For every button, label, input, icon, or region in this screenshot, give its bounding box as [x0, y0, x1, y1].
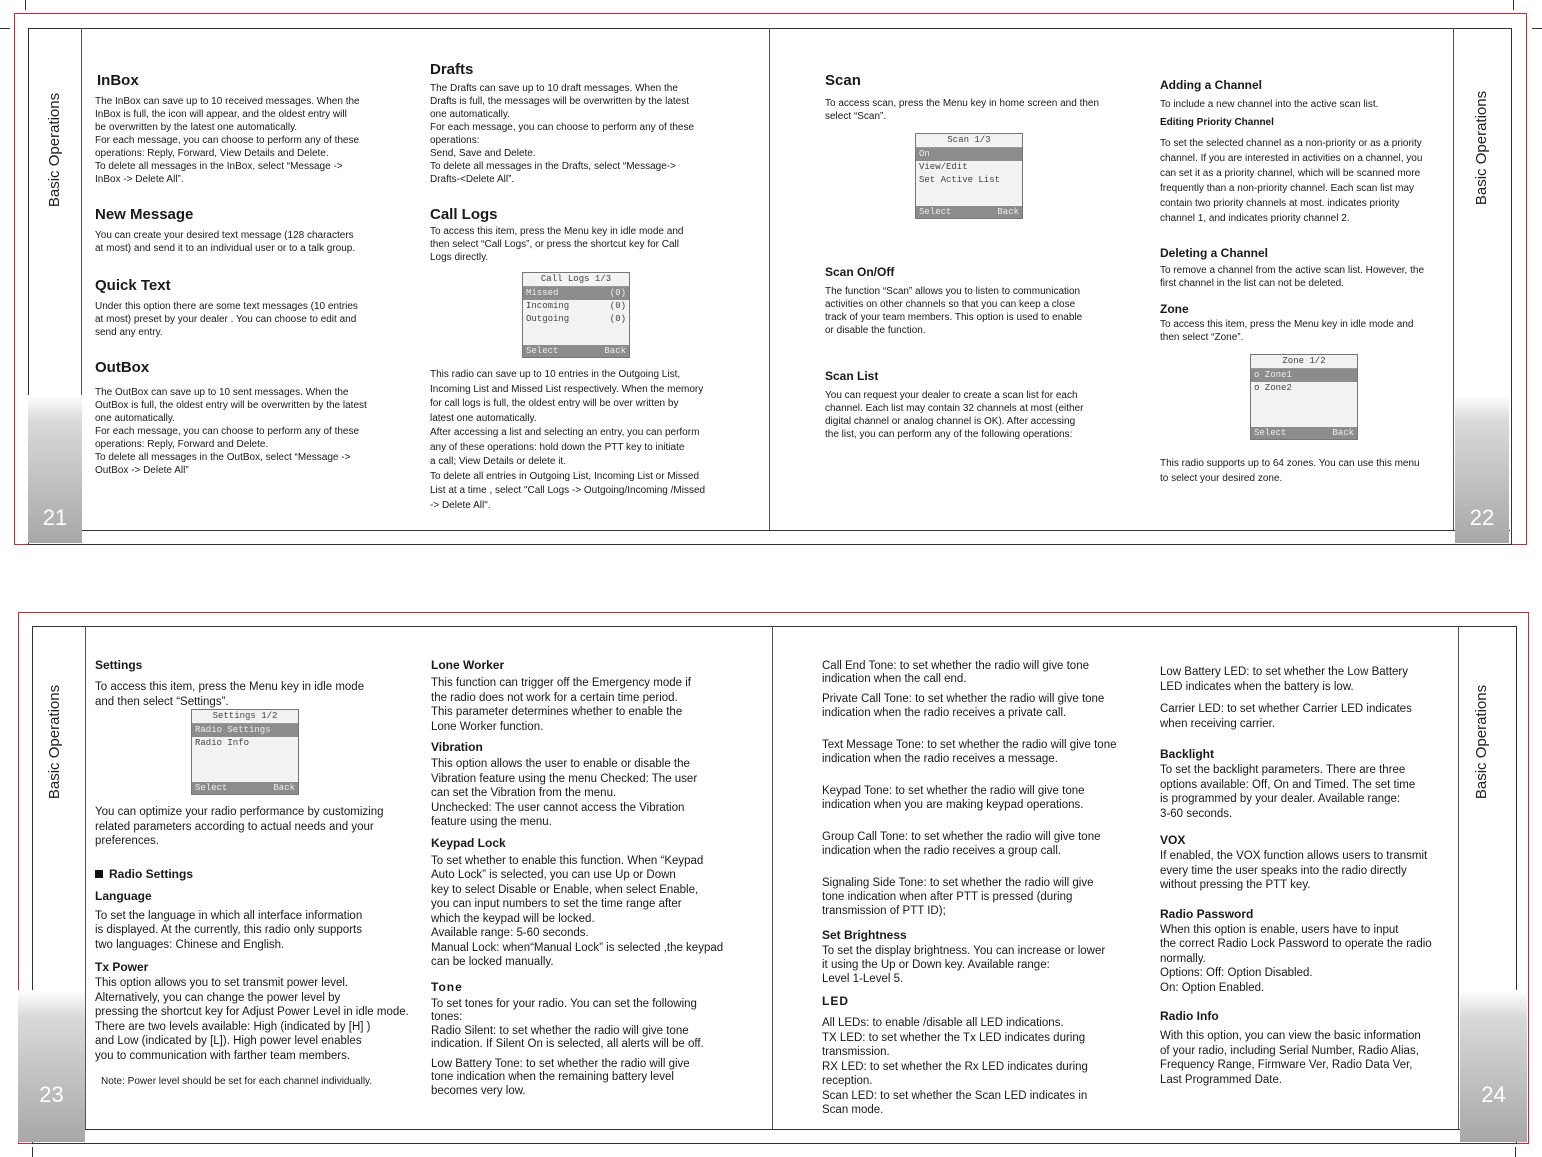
heading-vibration: Vibration	[431, 740, 483, 754]
page-tab-23	[18, 990, 85, 1142]
p22-col1	[825, 72, 1135, 441]
softkey-left: Select	[195, 783, 228, 793]
text-deleting-channel: To remove a channel from the active scan list. However, the first channel in the list can not be deleted.	[1160, 265, 1425, 289]
p24-col1	[822, 660, 1132, 1118]
spread-divider	[769, 28, 770, 530]
screen-row	[192, 724, 298, 737]
text-scan-onoff: The function “Scan” allows you to listen to communication activities on other channels so that you can keep a close track of your team members. This option is used to enable or disable the function.	[825, 286, 1083, 336]
screen-softkeys	[192, 782, 298, 794]
text-vibration: This option allows the user to enable or disable the Vibration feature using the menu Checked: The user can set the Vibration from the menu. Unchecked: The user cannot access the Vibration feature using the menu.	[431, 758, 698, 828]
text-lone-worker: This function can trigger off the Emergency mode if the radio does not work for a certain time period. This parameter determines whether to enable the Lone Worker function.	[431, 677, 691, 733]
row-label: Missed	[526, 288, 559, 298]
margin-label: Basic Operations	[1473, 90, 1490, 206]
crop-mark	[1513, 0, 1514, 10]
text-settings: To access this item, press the Menu key in idle mode and then select “Settings”.	[95, 681, 365, 708]
heading-drafts: Drafts	[430, 61, 474, 78]
crop-mark	[1532, 28, 1542, 29]
row-count: (0)	[609, 301, 626, 311]
page-bottom-line	[32, 1129, 1515, 1130]
text-drafts: The Drafts can save up to 10 draft messages. When the Drafts is full, the messages will be overwritten by the latest one automatically. For each message, you can choose to perform any of these operations: Send, Save and Delete. To delete all messages in the Drafts, select “Message-> Drafts-<Delete All”.	[430, 83, 695, 185]
page-number: 23	[39, 1082, 64, 1107]
zone-screen	[1250, 354, 1358, 440]
page-tab-21	[28, 395, 82, 543]
page-number: 22	[1469, 505, 1495, 530]
row-count: (0)	[609, 314, 626, 324]
p24-col2	[1160, 665, 1450, 1087]
text-carrier-led: Carrier LED: to set whether Carrier LED indicates when receiving carrier.	[1160, 703, 1412, 730]
text-set-brightness: To set the display brightness. You can increase or lower it using the Up or Down key. Available range: Level 1-Level 5.	[822, 945, 1106, 985]
p23-col1	[95, 658, 415, 1088]
row-label: Incoming	[526, 301, 570, 311]
crop-mark	[0, 28, 10, 29]
text-radio-password: When this option is enable, users have to input the correct Radio Lock Password to operate the radio normally. Options: Off: Option Disabled. On: Option Enabled.	[1160, 923, 1432, 994]
row-label: o Zone2	[1254, 383, 1292, 393]
heading-editing-priority: Editing Priority Channel	[1160, 117, 1274, 128]
heading-backlight: Backlight	[1160, 747, 1215, 761]
screen-row	[1251, 382, 1357, 395]
call-logs-screen	[522, 272, 630, 358]
heading-scan: Scan	[825, 72, 861, 89]
heading-inbox: InBox	[97, 72, 139, 89]
heading-lone-worker: Lone Worker	[431, 658, 505, 672]
heading-set-brightness: Set Brightness	[822, 928, 907, 942]
text-vox: If enabled, the VOX function allows users to transmit every time the user speaks into the radio directly without pressing the PTT key.	[1160, 850, 1428, 891]
crop-mark	[32, 1147, 33, 1157]
page-number: 24	[1481, 1082, 1506, 1107]
text-inbox: The InBox can save up to 10 received messages. When the InBox is full, the icon will appear, and the oldest entry will be overwritten by the latest one automatically. For each message, you can choose to perform any of these operations: Reply, Forward, View Details and Delete. To delete all messages in the InBox, select “Message -> InBox -> Delete All”.	[95, 96, 360, 185]
screen-row	[916, 148, 1022, 161]
heading-zone: Zone	[1160, 302, 1189, 316]
screen-title: Call Logs 1/3	[523, 273, 629, 287]
text-zone: To access this item, press the Menu key in idle mode and then select “Zone”.	[1160, 319, 1414, 343]
text-keypad-lock: To set whether to enable this function. When “Keypad Auto Lock” is selected, you can use Up or Down key to select Disable or Enable, when select Enable, you can input numbers to set the time range after which the keypad will be locked. Available range: 5-60 seconds. Manual Lock: when“Manual Lock” is selected ,the keypad can be locked manually.	[431, 854, 724, 968]
text-private-call-tone: Private Call Tone: to set whether the radio will give tone indication when the radio receives a private call.	[822, 693, 1105, 719]
heading-scan-list: Scan List	[825, 369, 879, 383]
text-scan: To access scan, press the Menu key in home screen and then select “Scan”.	[825, 98, 1100, 122]
margin-label: Basic Operations	[46, 684, 63, 800]
text-settings-more: You can optimize your radio performance by customizing related parameters according to actual needs and your preferences.	[95, 806, 384, 847]
heading-adding-channel: Adding a Channel	[1160, 78, 1262, 92]
row-count: (0)	[609, 288, 626, 298]
row-label: Radio Info	[195, 738, 250, 748]
p23-col2	[431, 658, 751, 1098]
text-editing-priority: To set the selected channel as a non-priority or as a priority channel. If you are interested in activities on a channel, you can set it as a priority channel, which will be scanned more frequently than a non-priority channel. Each scan list may contain two priority channels at most. indicates priority channel 1, and indicates priority channel 2.	[1160, 138, 1423, 224]
row-label: o Zone1	[1254, 370, 1292, 380]
text-call-logs-more: This radio can save up to 10 entries in the Outgoing List, Incoming List and Missed List respectively. When the memory for call logs is full, the oldest entry will be over written by latest one automatically. After accessing a list and selecting an entry, you can perform any of these operations: hold down the PTT key to initiate a call; View Details or delete it. To delete all entries in Outgoing List, Incoming List or Missed List at a time , select "Call Logs -> Outgoing/Incoming /Missed -> Delete All".	[430, 369, 706, 511]
text-low-battery-tone: Low Battery Tone: to set whether the radio will give tone indication when the remaining battery level becomes very low.	[431, 1057, 690, 1097]
screen-row	[523, 287, 629, 300]
heading-new-message: New Message	[95, 206, 194, 223]
text-text-message-tone: Text Message Tone: to set whether the radio will give tone indication when the radio receives a message.	[822, 739, 1117, 765]
text-call-end-tone: Call End Tone: to set whether the radio will give tone indication when the call end.	[822, 660, 1089, 685]
heading-radio-info: Radio Info	[1160, 1009, 1219, 1023]
row-label: Set Active List	[919, 175, 1001, 185]
text-outbox: The OutBox can save up to 10 sent messages. When the OutBox is full, the oldest entry will be overwritten by the latest one automatically. For each message, you can choose to perform any of these operations: Reply, Forward and Delete. To delete all messages in the OutBox, select “Message -> OutBox -> Delete All”	[95, 387, 367, 476]
p21-col2	[430, 61, 750, 513]
screen-softkeys	[523, 345, 629, 357]
heading-deleting-channel: Deleting a Channel	[1160, 246, 1269, 260]
softkey-left: Select	[1254, 428, 1287, 438]
row-label: On	[919, 149, 930, 159]
heading-vox: VOX	[1160, 833, 1186, 847]
text-zone-more: This radio supports up to 64 zones. You can use this menu to select your desired zone.	[1160, 458, 1420, 484]
text-signaling-side-tone: Signaling Side Tone: to set whether the radio will give tone indication when after PTT is pressed (during transmission of PTT ID);	[822, 877, 1094, 917]
screen-softkeys	[1251, 427, 1357, 439]
heading-language: Language	[95, 888, 152, 903]
screen-title: Settings 1/2	[192, 710, 298, 724]
heading-settings: Settings	[95, 658, 143, 672]
screen-row	[916, 161, 1022, 174]
screen-row	[1251, 369, 1357, 382]
screen-title: Scan 1/3	[916, 134, 1022, 148]
heading-quick-text: Quick Text	[95, 277, 171, 294]
heading-tx-power: Tx Power	[95, 960, 149, 974]
screen-row	[523, 300, 629, 313]
screen-title: Zone 1/2	[1251, 355, 1357, 369]
heading-radio-password: Radio Password	[1160, 906, 1254, 921]
text-quick-text: Under this option there are some text messages (10 entries at most) preset by your dealer . You can choose to edit and send any entry.	[95, 301, 358, 338]
row-label: Radio Settings	[195, 725, 271, 735]
text-tx-power: This option allows you to set transmit power level. Alternatively, you can change the power level by pressing the shortcut key for Adjust Power Level in idle mode. There are two levels available: High (indicated by [H] ) and Low (indicated by [L]). High power level enables you to communication with farther team members.	[95, 977, 409, 1062]
settings-screen	[191, 709, 299, 795]
text-new-message: You can create your desired text message (128 characters at most) and send it to an individual user or to a talk group.	[95, 230, 356, 254]
p22-col2	[1160, 78, 1450, 486]
heading-tone: Tone	[431, 979, 463, 994]
crop-mark	[25, 0, 26, 10]
row-label: View/Edit	[919, 162, 968, 172]
scan-screen	[915, 133, 1023, 219]
text-adding-channel: To include a new channel into the active scan list.	[1160, 99, 1379, 110]
heading-outbox: OutBox	[95, 359, 150, 376]
page-bottom-line	[28, 530, 1510, 531]
page-edge-right	[1453, 28, 1454, 530]
margin-label: Basic Operations	[46, 92, 63, 208]
spread-divider	[772, 626, 773, 1130]
heading-radio-settings	[95, 867, 415, 881]
p21-col1	[95, 72, 415, 477]
row-label: Outgoing	[526, 314, 570, 324]
heading-scan-onoff: Scan On/Off	[825, 265, 895, 279]
page-edge-right	[1458, 626, 1459, 1130]
page-edge-left	[85, 626, 86, 1130]
screen-row	[192, 737, 298, 750]
softkey-right: Back	[273, 783, 295, 793]
text-keypad-tone: Keypad Tone: to set whether the radio will give tone indication when you are making keypad operations.	[822, 785, 1085, 811]
text-group-call-tone: Group Call Tone: to set whether the radio will give tone indication when the radio receives a group call.	[822, 831, 1101, 857]
text-call-logs: To access this item, press the Menu key in idle mode and then select “Call Logs”, or press the shortcut key for Call Logs directly.	[430, 226, 684, 263]
text-led: All LEDs: to enable /disable all LED indications. TX LED: to set whether the Tx LED indicates during transmission. RX LED: to set whether the Rx LED indicates during reception. Scan LED: to set whether the Scan LED indicates in Scan mode.	[822, 1017, 1088, 1116]
heading-call-logs: Call Logs	[430, 206, 498, 223]
margin-label: Basic Operations	[1473, 684, 1490, 800]
page-tab-24	[1460, 990, 1527, 1142]
screen-row	[916, 174, 1022, 187]
text-radio-info: With this option, you can view the basic information of your radio, including Serial Number, Radio Alias, Frequency Range, Firmware Ver, Radio Data Ver, Last Programmed Date.	[1160, 1030, 1421, 1086]
page-tab-22	[1455, 395, 1509, 543]
text-scan-list: You can request your dealer to create a scan list for each channel. Each list may contain 32 channels at most (either digital channel or analog channel is OK). After accessing the list, you can perform any of the following operations:	[825, 390, 1084, 440]
softkey-left: Select	[526, 346, 559, 356]
bullet-square-icon	[95, 870, 103, 878]
page-number: 21	[42, 505, 68, 530]
softkey-right: Back	[604, 346, 626, 356]
softkey-right: Back	[997, 207, 1019, 217]
heading-led: LED	[822, 994, 849, 1008]
radio-settings-label: Radio Settings	[109, 866, 194, 881]
softkey-left: Select	[919, 207, 952, 217]
screen-row	[523, 313, 629, 326]
text-power-note: Note: Power level should be set for each channel individually.	[101, 1076, 373, 1087]
text-tone: To set tones for your radio. You can set the following tones: Radio Silent: to set whether the radio will give tone indication. If Silent On is selected, all alerts will be off.	[431, 997, 704, 1050]
text-low-battery-led: Low Battery LED: to set whether the Low Battery LED indicates when the battery is low.	[1160, 666, 1409, 693]
screen-softkeys	[916, 206, 1022, 218]
text-language: To set the language in which all interface information is displayed. At the currently, this radio only supports two languages: Chinese and English.	[95, 909, 363, 951]
crop-mark	[1515, 1147, 1516, 1157]
softkey-right: Back	[1332, 428, 1354, 438]
text-backlight: To set the backlight parameters. There are three options available: Off, On and Timed. The set time is programmed by your dealer. Available range: 3-60 seconds.	[1160, 764, 1416, 820]
heading-keypad-lock: Keypad Lock	[431, 835, 506, 850]
